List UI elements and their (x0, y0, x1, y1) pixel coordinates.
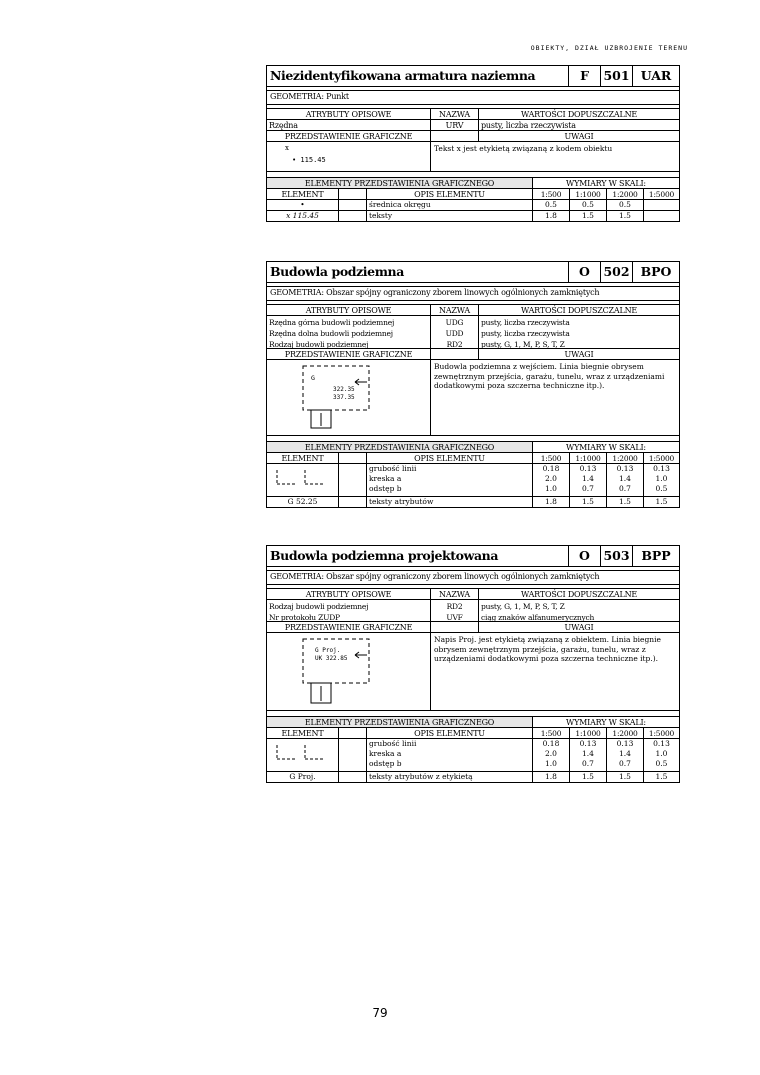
attrs-header (267, 589, 679, 600)
attr-code: URV (431, 120, 479, 130)
note-text: Napis Proj. jest etykietą związaną z obiektem. Linia biegnie obrysem zewnętrznym przejścia, garażu, tunelu, wraz z urządzeniami dodatkowymi poza szczerna techniczne itp.). (434, 635, 661, 663)
geometry-text: GEOMETRIA: Obszar spójny ograniczony zborem linowych ogólnionych zamkniętych (270, 572, 600, 581)
scale-1000: 1:1000 (570, 728, 607, 738)
element-symbol: • (267, 200, 339, 210)
element-row-lines (267, 464, 679, 497)
graphic-sample (267, 633, 431, 710)
attr-value: pusty, liczba rzeczywista (481, 318, 570, 327)
dim-value: 1.0 (655, 749, 668, 758)
graphic-label: PRZEDSTAWIENIE GRAFICZNE (267, 131, 431, 141)
card-title: Budowla podziemna (267, 262, 569, 282)
graphic-label-uk: UK 322.85 (315, 655, 348, 662)
elements-header (267, 717, 679, 728)
scale-1000: 1:1000 (570, 453, 607, 463)
point-label: • 115.45 (292, 156, 326, 164)
attrs-header (267, 305, 679, 316)
scale-2000: 1:2000 (607, 728, 644, 738)
attr-value: pusty, liczba rzeczywista (481, 329, 570, 338)
attr-codes (431, 316, 479, 348)
graphic-sample (267, 360, 431, 435)
geometry-text: GEOMETRIA: Obszar spójny ograniczony zborem linowych ogólnionych zamkniętych (270, 288, 600, 297)
dim-value: 1.8 (533, 497, 570, 507)
notes-label: UWAGI (564, 350, 594, 359)
object-code: UAR (640, 68, 672, 83)
note-text: Tekst x jest etykietą związaną z kodem obiektu (434, 144, 613, 153)
object-number: 501 (601, 66, 633, 86)
attr-row (267, 316, 679, 349)
dim-value: 0.5 (655, 484, 668, 493)
object-code: BPO (640, 264, 672, 279)
scale-500: 1:500 (533, 453, 570, 463)
scale-500: 1:500 (533, 189, 570, 199)
elements-subheader (267, 189, 679, 200)
graphic-sample (267, 142, 431, 171)
scale-5000: 1:5000 (648, 454, 675, 463)
attr-name: Rzędna górna budowli podziemnej (269, 318, 395, 327)
line-style-sample (267, 739, 339, 771)
dim-value: 0.13 (653, 464, 670, 473)
notes-label: UWAGI (564, 132, 594, 141)
attr-name: Rodzaj budowli podziemnej (269, 602, 369, 611)
dim-value: 0.13 (653, 739, 670, 748)
dim-value: 0.7 (582, 759, 594, 768)
attr-row (267, 600, 679, 622)
dim-value: 1.8 (533, 211, 570, 221)
graphic-header (267, 349, 679, 360)
dim-value: 0.18 (542, 464, 560, 473)
object-number: 502 (601, 262, 633, 282)
element-desc: średnica okręgu (367, 200, 533, 210)
dim-value: 0.13 (579, 739, 597, 748)
element-desc: kreska a (369, 749, 402, 758)
dim-value: 0.13 (616, 739, 634, 748)
attr-value: pusty, G, 1, M, P, S, T, Z (481, 602, 565, 611)
element-desc: teksty atrybutów (367, 497, 533, 507)
scale-1000: 1:1000 (570, 189, 607, 199)
object-number: 503 (601, 546, 633, 566)
dim-value: 2.0 (545, 749, 557, 758)
title-row (267, 66, 679, 87)
attr-value: ciąg znaków alfanumerycznych (481, 613, 595, 621)
attr-code: UDD (445, 329, 464, 338)
attr-names (267, 600, 431, 621)
dims-label: WYMIARY W SKALI: (566, 179, 646, 188)
values-label: WARTOŚCI DOPUSZCZALNE (520, 590, 638, 599)
geometry-row (267, 91, 679, 105)
elements-subheader (267, 453, 679, 464)
graphic-label-g: G (311, 374, 315, 382)
name-label: NAZWA (431, 109, 479, 119)
dim-value: 1.4 (582, 474, 594, 483)
dim-value: 2.0 (545, 474, 557, 483)
element-symbol: G Proj. (267, 772, 339, 782)
attr-code: RD2 (446, 602, 463, 611)
elements-header (267, 442, 679, 453)
dim-value: 0.7 (619, 484, 631, 493)
running-header: OBIEKTY, DZIAŁ UZBROJENIE TERENU (530, 44, 688, 52)
elements-label: ELEMENTY PRZEDSTAWIENIA GRAFICZNEGO (267, 178, 533, 188)
line-style-sample (267, 464, 339, 496)
graphic-label-bottom: 337.35 (333, 394, 355, 401)
card-501 (266, 65, 680, 222)
dim-value: 1.5 (655, 772, 668, 781)
attr-name: Rzędna dolna budowli podziemnej (269, 329, 393, 338)
geometry-row (267, 287, 679, 301)
dim-value: 0.5 (533, 200, 570, 210)
geometry-row (267, 571, 679, 585)
dim-value: 0.5 (607, 200, 644, 210)
graphic-header (267, 131, 679, 142)
element-row (267, 200, 679, 211)
graphic-row (267, 360, 679, 436)
graphic-label: PRZEDSTAWIENIE GRAFICZNE (267, 622, 431, 632)
dim-value: 1.5 (655, 497, 668, 506)
scale-500: 1:500 (533, 728, 570, 738)
graphic-header (267, 622, 679, 633)
attr-name: Nr protokołu ZUDP (269, 613, 340, 621)
attr-code: RD2 (446, 340, 463, 348)
dims-label: WYMIARY W SKALI: (566, 443, 646, 452)
dim-value: 1.5 (607, 211, 644, 221)
graphic-label-top: 322.35 (333, 386, 355, 393)
dim-value: 0.18 (542, 739, 560, 748)
dim-value: 1.0 (545, 484, 557, 493)
element-desc: odstęp b (369, 484, 402, 493)
element-col: ELEMENT (267, 189, 339, 199)
page-number: 79 (372, 1006, 388, 1020)
notes-label: UWAGI (564, 623, 594, 632)
card-title: Niezidentyfikowana armatura naziemna (267, 66, 569, 86)
title-row (267, 546, 679, 567)
scale-2000: 1:2000 (607, 453, 644, 463)
scale-5000: 1:5000 (648, 729, 675, 738)
values-label: WARTOŚCI DOPUSZCZALNE (520, 306, 638, 315)
name-label: NAZWA (431, 589, 479, 599)
dim-value: 1.4 (582, 749, 594, 758)
attrs-label: ATRYBUTY OPISOWE (267, 589, 431, 599)
dim-value: 1.4 (619, 474, 631, 483)
element-desc: kreska a (369, 474, 402, 483)
card-502 (266, 261, 680, 508)
element-row (267, 497, 679, 507)
planned-structure-symbol (267, 633, 431, 710)
dashed-line-icon (267, 464, 339, 496)
dim-value: 0.13 (616, 464, 634, 473)
attr-name: Rzędna (267, 120, 431, 130)
attr-code: UVF (446, 613, 463, 621)
attrs-label: ATRYBUTY OPISOWE (267, 305, 431, 315)
attrs-label: ATRYBUTY OPISOWE (267, 109, 431, 119)
desc-col: OPIS ELEMENTU (367, 453, 533, 463)
dim-value: 0.7 (582, 484, 594, 493)
dim-value: 1.5 (607, 772, 644, 782)
dim-value: 0.7 (619, 759, 631, 768)
element-desc: teksty (367, 211, 533, 221)
elements-label: ELEMENTY PRZEDSTAWIENIA GRAFICZNEGO (267, 717, 533, 727)
geometry-text: GEOMETRIA: Punkt (270, 92, 349, 101)
attr-row (267, 120, 679, 131)
dim-value: 1.0 (655, 474, 668, 483)
graphic-row (267, 633, 679, 711)
element-col: ELEMENT (267, 728, 339, 738)
card-title: Budowla podziemna projektowana (267, 546, 569, 566)
note-text: Budowla podziemna z wejściem. Linia biegnie obrysem zewnętrznym przejścia, garażu, tunelu, wraz z urządzeniami dodatkowymi poza szczerna techniczne itp.). (434, 362, 665, 390)
scale-2000: 1:2000 (607, 189, 644, 199)
dim-value: 0.5 (570, 200, 607, 210)
desc-col: OPIS ELEMENTU (367, 728, 533, 738)
values-label: WARTOŚCI DOPUSZCZALNE (520, 110, 638, 119)
dim-value: 1.5 (570, 211, 607, 221)
element-col: ELEMENT (267, 453, 339, 463)
elements-label: ELEMENTY PRZEDSTAWIENIA GRAFICZNEGO (267, 442, 533, 452)
attr-code: UDG (445, 318, 464, 327)
attr-name: Rodzaj budowli podziemnej (269, 340, 369, 348)
geometry-code: F (569, 66, 601, 86)
attr-codes (431, 600, 479, 621)
element-row (267, 211, 679, 221)
element-desc: odstęp b (369, 759, 402, 768)
geometry-code: O (569, 262, 601, 282)
dim-value: 1.8 (533, 772, 570, 782)
dim-value (644, 200, 679, 210)
graphic-label: PRZEDSTAWIENIE GRAFICZNE (267, 349, 431, 359)
attr-values (479, 600, 679, 621)
desc-col: OPIS ELEMENTU (367, 189, 533, 199)
attr-value: pusty, liczba rzeczywista (481, 121, 576, 130)
dim-value: 1.5 (570, 772, 607, 782)
dim-value: 0.5 (655, 759, 668, 768)
dashed-line-icon (267, 739, 339, 771)
dim-value (644, 211, 679, 221)
element-desc: teksty atrybutów z etykietą (367, 772, 533, 782)
attr-value: pusty, G, 1, M, P, S, T, Z (481, 340, 565, 348)
attr-values (479, 316, 679, 348)
dims-label: WYMIARY W SKALI: (566, 718, 646, 727)
card-503 (266, 545, 680, 783)
element-symbol: G 52.25 (267, 497, 339, 507)
name-label: NAZWA (431, 305, 479, 315)
dim-value: 1.5 (570, 497, 607, 507)
attrs-header (267, 109, 679, 120)
elements-subheader (267, 728, 679, 739)
dim-value: 1.0 (545, 759, 557, 768)
element-row-lines (267, 739, 679, 772)
dim-value: 1.5 (607, 497, 644, 507)
element-desc: grubość linii (369, 464, 417, 473)
element-row (267, 772, 679, 782)
scale-5000: 1:5000 (648, 190, 675, 199)
elements-header (267, 178, 679, 189)
dim-value: 0.13 (579, 464, 597, 473)
graphic-label-proj: G Proj. (315, 647, 341, 654)
attr-names (267, 316, 431, 348)
element-symbol: x 115.45 (267, 211, 339, 221)
graphic-row (267, 142, 679, 172)
object-code: BPP (641, 548, 671, 563)
label-x: x (285, 144, 289, 152)
element-desc: grubość linii (369, 739, 417, 748)
title-row (267, 262, 679, 283)
dim-value: 1.4 (619, 749, 631, 758)
geometry-code: O (569, 546, 601, 566)
